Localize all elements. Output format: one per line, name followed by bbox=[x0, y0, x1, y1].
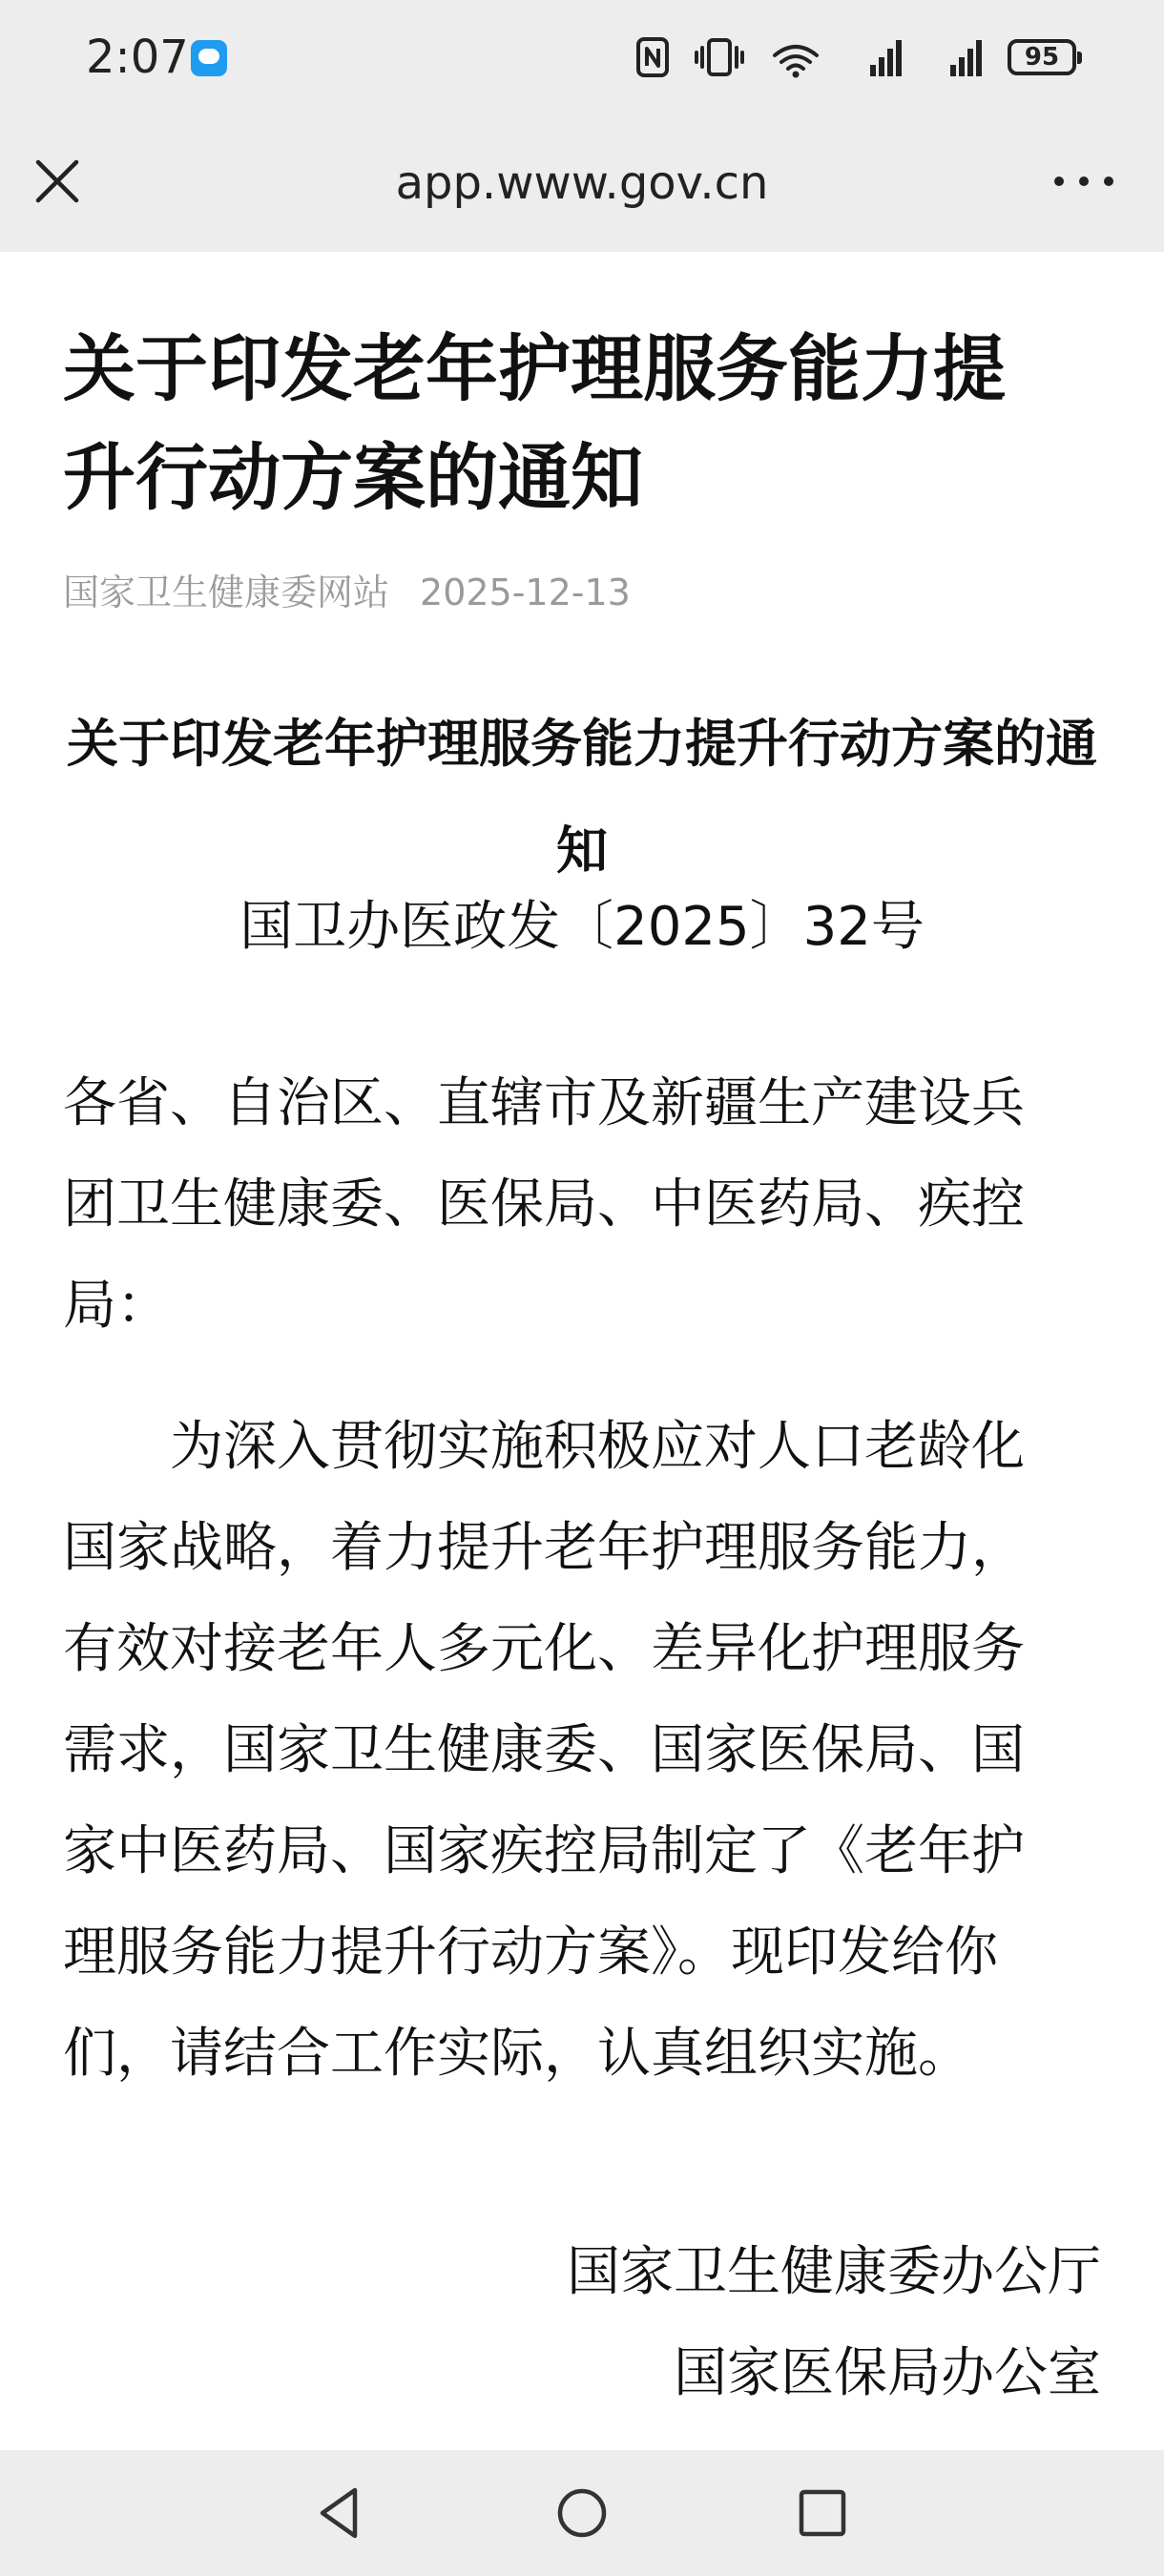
document-number: 国卫办医政发〔2025〕32号 bbox=[239, 896, 925, 958]
more-options-button[interactable] bbox=[1046, 162, 1122, 200]
nav-back-button[interactable] bbox=[301, 2475, 378, 2551]
document-title: 关于印发老年护理服务能力提升行动方案的通知 bbox=[67, 714, 1097, 881]
message-icon bbox=[191, 40, 227, 76]
nav-home-button[interactable] bbox=[544, 2475, 620, 2551]
recents-icon bbox=[784, 2475, 861, 2551]
signal-4g-icon bbox=[927, 36, 983, 78]
more-horizontal-icon bbox=[1046, 162, 1122, 200]
article-date: 2025-12-13 bbox=[420, 571, 631, 613]
article-meta bbox=[63, 569, 631, 616]
signature-line: 国家医保局办公室 bbox=[674, 2342, 1101, 2404]
browser-header bbox=[0, 116, 1164, 252]
nav-recents-button[interactable] bbox=[784, 2475, 861, 2551]
status-bar bbox=[0, 0, 1164, 116]
article-source: 国家卫生健康委网站 bbox=[63, 571, 390, 613]
vibrate-icon bbox=[695, 36, 744, 78]
battery-icon bbox=[1008, 39, 1076, 75]
navigation-bar bbox=[0, 2450, 1164, 2576]
body-paragraph: 为深入贯彻实施积极应对人口老龄化国家战略，着力提升老年护理服务能力，有效对接老年人多元化、差异化护理服务需求，国家卫生健康委、国家医保局、国家中医药局、国家疾控局制定了《老年护理服务能力提升行动方案》。现印发给你们，请结合工作实际，认真组织实施。 bbox=[63, 1416, 1025, 2085]
wifi-6-icon bbox=[769, 36, 822, 78]
article-title: 关于印发老年护理服务能力提升行动方案的通知 bbox=[63, 326, 1006, 520]
back-icon bbox=[301, 2475, 378, 2551]
signal-4g-icon bbox=[847, 36, 903, 78]
home-icon bbox=[544, 2475, 620, 2551]
nfc-icon bbox=[635, 36, 670, 78]
article-content bbox=[0, 252, 1164, 2450]
battery-level: 95 bbox=[1024, 43, 1060, 72]
status-icons bbox=[635, 34, 1076, 80]
status-time: 2:07 bbox=[86, 31, 189, 84]
addressee: 各省、自治区、直辖市及新疆生产建设兵团卫生健康委、医保局、中医药局、疾控局： bbox=[63, 1072, 1025, 1337]
url-text[interactable]: app.www.gov.cn bbox=[395, 156, 769, 210]
signature-line: 国家卫生健康委办公厅 bbox=[567, 2241, 1101, 2303]
